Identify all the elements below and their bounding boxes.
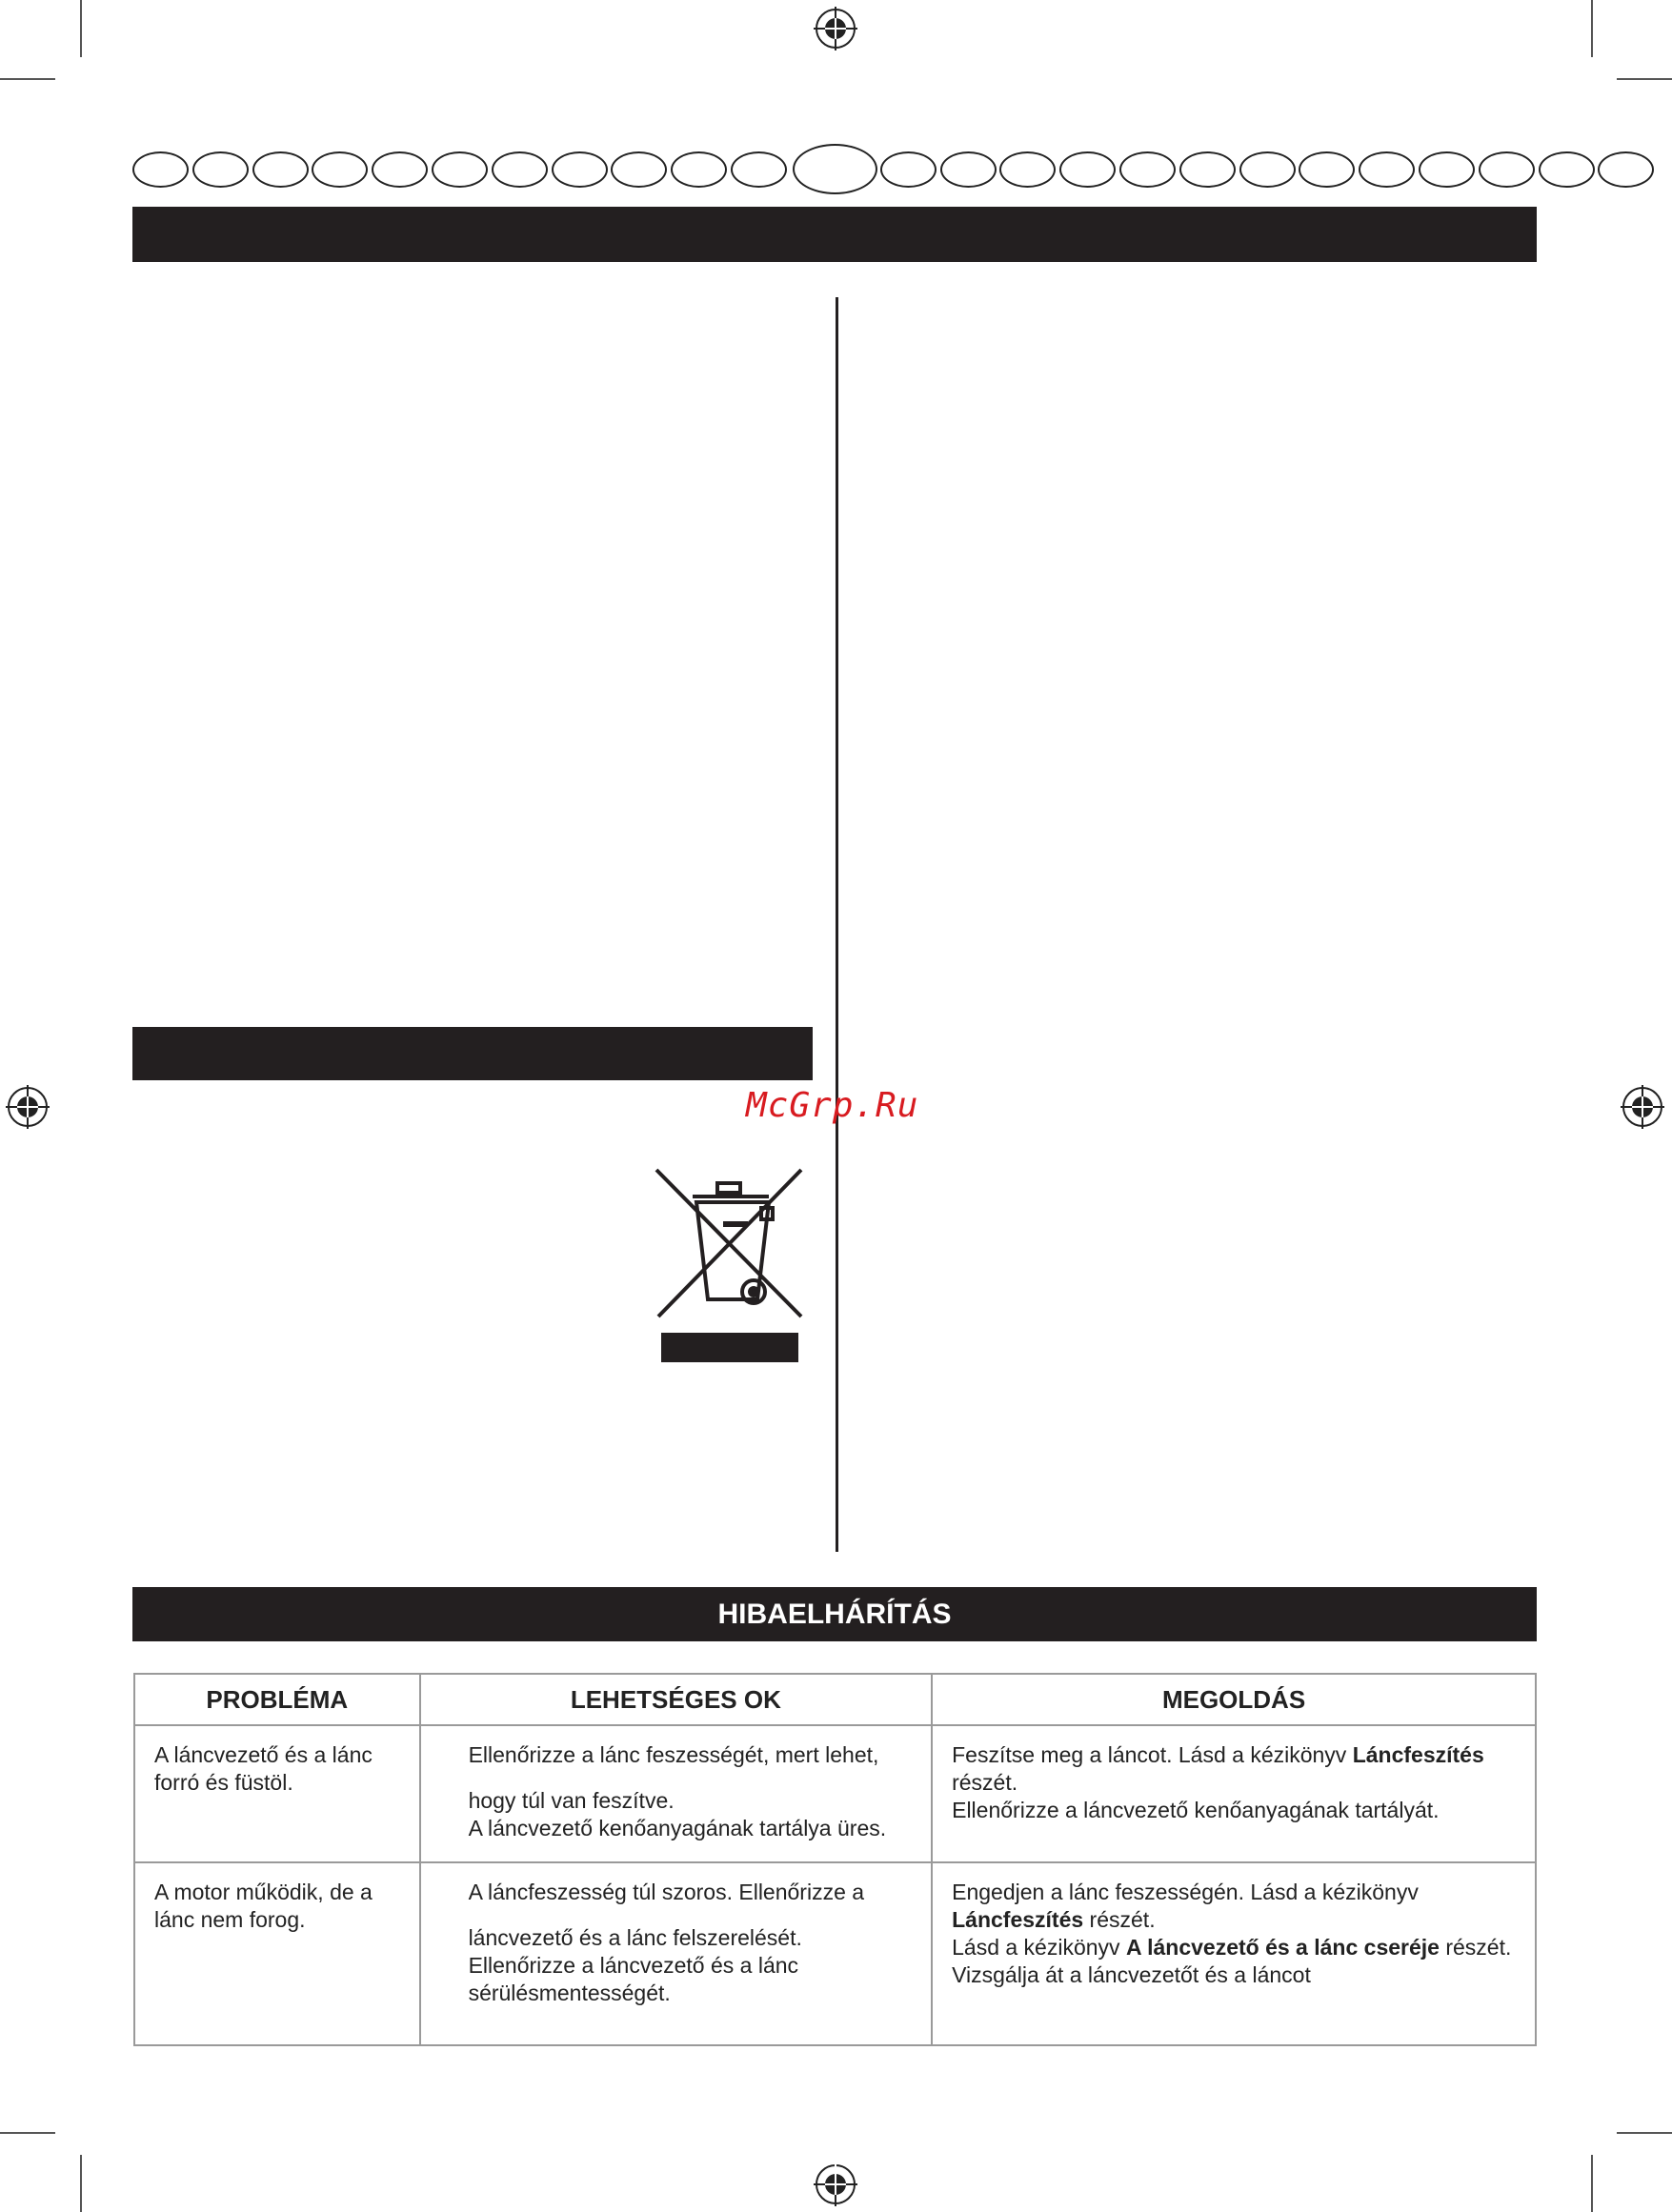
cause-cell	[420, 1725, 933, 1862]
language-oval	[611, 151, 667, 188]
troubleshooting-title: HIBAELHÁRÍTÁS	[132, 1587, 1537, 1641]
language-oval	[671, 151, 727, 188]
solution-text: részét.	[1439, 1935, 1512, 1960]
cause-text: A láncvezető kenőanyagának tartálya üres.	[468, 1816, 887, 1840]
language-oval	[1119, 151, 1176, 188]
crop-mark	[80, 2155, 82, 2212]
header-cause: LEHETSÉGES OK	[420, 1674, 933, 1725]
table-header-row	[134, 1674, 1536, 1725]
language-oval	[372, 151, 428, 188]
header-solution: MEGOLDÁS	[932, 1674, 1536, 1725]
solution-text: Vizsgálja át a láncvezetőt és a láncot	[952, 1962, 1311, 1987]
registration-mark-icon	[1621, 1085, 1664, 1129]
cause-text: Ellenőrizze a láncvezető és a lánc sérülésmentességét.	[468, 1953, 799, 2005]
table-row	[134, 1862, 1536, 2045]
language-oval	[492, 151, 548, 188]
crop-mark	[0, 78, 55, 80]
solution-bold-ref: Láncfeszítés	[952, 1907, 1084, 1932]
problem-text: A motor működik, de a lánc nem forog.	[154, 1880, 373, 1932]
language-oval	[999, 151, 1056, 188]
language-oval	[252, 151, 309, 188]
solution-text: Ellenőrizze a láncvezető kenőanyagának tartályát.	[952, 1798, 1440, 1822]
cause-text: A láncfeszesség túl szoros. Ellenőrizze a	[468, 1880, 865, 1904]
language-oval	[192, 151, 249, 188]
crop-mark	[1617, 2132, 1672, 2134]
problem-cell	[134, 1725, 420, 1862]
crop-mark	[1591, 2155, 1593, 2212]
language-oval	[1239, 151, 1296, 188]
solution-text: Feszítse meg a láncot. Lásd a kézikönyv	[952, 1742, 1353, 1767]
solution-text: Lásd a kézikönyv	[952, 1935, 1126, 1960]
language-oval	[880, 151, 937, 188]
language-oval	[731, 151, 787, 188]
language-oval	[1299, 151, 1355, 188]
section-header-bar	[132, 207, 1537, 262]
solution-cell	[932, 1862, 1536, 2045]
language-tab-row	[132, 143, 1541, 196]
language-oval	[132, 151, 189, 188]
language-oval	[552, 151, 608, 188]
crop-mark	[1591, 0, 1593, 57]
cause-text: hogy túl van feszítve.	[468, 1788, 675, 1813]
weee-crossed-bin-icon	[651, 1164, 807, 1366]
crop-mark	[0, 2132, 55, 2134]
table-row	[134, 1725, 1536, 1862]
solution-text: részét.	[952, 1770, 1018, 1795]
crop-mark	[1617, 78, 1672, 80]
crop-mark	[80, 0, 82, 57]
registration-mark-icon	[6, 1085, 50, 1129]
language-oval	[1419, 151, 1475, 188]
language-oval	[940, 151, 997, 188]
solution-text: Engedjen a lánc feszességén. Lásd a kézikönyv	[952, 1880, 1419, 1904]
header-problem: PROBLÉMA	[134, 1674, 420, 1725]
troubleshooting-table	[133, 1673, 1537, 2046]
solution-bold-ref: Láncfeszítés	[1352, 1742, 1484, 1767]
language-oval	[1539, 151, 1595, 188]
language-oval	[312, 151, 368, 188]
solution-cell	[932, 1725, 1536, 1862]
language-oval	[1059, 151, 1116, 188]
watermark: McGrp.Ru	[746, 1086, 919, 1125]
cause-text: láncvezető és a lánc felszerelését.	[468, 1925, 802, 1950]
language-oval	[432, 151, 488, 188]
language-oval	[1359, 151, 1415, 188]
cause-text: Ellenőrizze a lánc feszességét, mert lehet,	[468, 1742, 879, 1767]
language-oval	[1598, 151, 1654, 188]
column-divider	[836, 297, 838, 1552]
section-header-bar-left	[132, 1027, 813, 1080]
language-oval-active	[793, 144, 877, 194]
problem-cell	[134, 1862, 420, 2045]
solution-text: részét.	[1083, 1907, 1156, 1932]
language-oval	[1179, 151, 1236, 188]
language-oval	[1479, 151, 1535, 188]
solution-bold-ref: A láncvezető és a lánc cseréje	[1125, 1935, 1440, 1960]
registration-mark-icon	[814, 7, 857, 50]
problem-text: A láncvezető és a lánc forró és füstöl.	[154, 1742, 373, 1795]
cause-cell	[420, 1862, 933, 2045]
registration-mark-icon	[814, 2162, 857, 2206]
